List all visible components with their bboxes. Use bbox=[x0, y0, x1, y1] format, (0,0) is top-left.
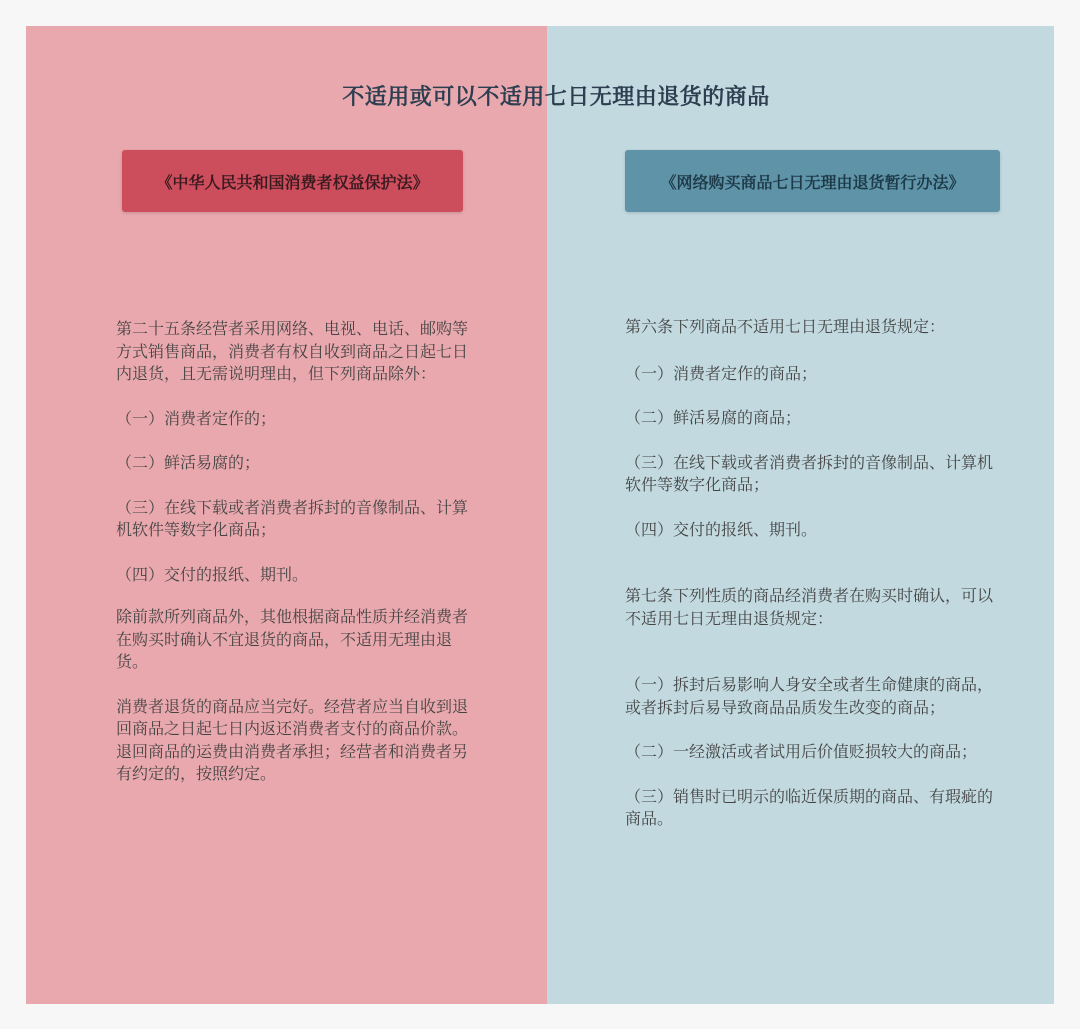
article-7-item: （一）拆封后易影响人身安全或者生命健康的商品，或者拆封后易导致商品品质发生改变的商品； bbox=[625, 675, 994, 717]
article-6-item: （一）消费者定作的商品； bbox=[625, 363, 818, 383]
consumer-protection-law-title: 《中华人民共和国消费者权益保护法》 bbox=[122, 150, 463, 212]
article-7-item: （三）销售时已明示的临近保质期的商品、有瑕疵的商品。 bbox=[625, 786, 994, 828]
article-25-item: （一）消费者定作的； bbox=[116, 408, 277, 428]
article-25-item: （三）在线下载或者消费者拆封的音像制品、计算机软件等数字化商品； bbox=[116, 497, 469, 539]
page-title: 不适用或可以不适用七日无理由退货的商品 bbox=[342, 85, 770, 110]
consumer-law-text bbox=[116, 318, 470, 786]
article-6-item: （二）鲜活易腐的商品； bbox=[625, 408, 802, 427]
article-25-item: （四）交付的报纸、期刊。 bbox=[116, 564, 309, 584]
article-25-intro: 第二十五条经营者采用网络、电视、电话、邮购等方式销售商品，消费者有权自收到商品之日起七日内退货，且无需说明理由，但下列商品除外： bbox=[116, 319, 469, 383]
article-6-item: （三）在线下载或者消费者拆封的音像制品、计算机软件等数字化商品； bbox=[625, 452, 994, 494]
article-25-item: （二）鲜活易腐的； bbox=[116, 453, 261, 472]
online-return-measures-title: 《网络购买商品七日无理由退货暂行办法》 bbox=[625, 150, 1000, 212]
online-return-measures-text bbox=[625, 316, 1000, 831]
article-7-intro: 第七条下列性质的商品经消费者在购买时确认，可以不适用七日无理由退货规定： bbox=[625, 586, 994, 628]
article-6-item: （四）交付的报纸、期刊。 bbox=[625, 519, 818, 539]
article-6-intro: 第六条下列商品不适用七日无理由退货规定： bbox=[625, 317, 946, 336]
article-7-item: （二）一经激活或者试用后价值贬损较大的商品； bbox=[625, 742, 978, 761]
article-25-other-goods: 除前款所列商品外，其他根据商品性质并经消费者在购买时确认不宜退货的商品，不适用无理由退货。 bbox=[116, 607, 469, 671]
article-25-refund: 消费者退货的商品应当完好。经营者应当自收到退回商品之日起七日内返还消费者支付的商品价款。退回商品的运费由消费者承担；经营者和消费者另有约定的，按照约定。 bbox=[116, 696, 469, 783]
